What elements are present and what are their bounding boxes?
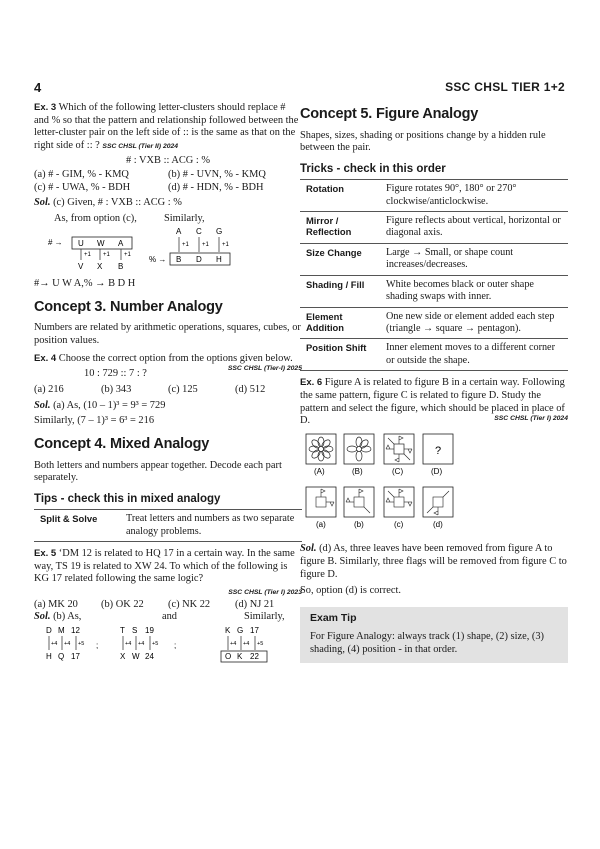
svg-text:(D): (D) [431,467,443,477]
svg-text:+4: +4 [243,641,250,648]
ex4-pattern: 10 : 729 :: 7 : ? [84,368,147,380]
dr-step-1: +1 [202,242,209,249]
ex5-similarly: Similarly, [244,611,285,623]
concept4-tips-title: Tips - check this in mixed analogy [34,493,221,506]
svg-text:+4: +4 [125,641,132,648]
diag-left-prefix: # → [48,238,63,248]
ex3-options [34,169,302,194]
option-c: (c) 125 [168,384,198,395]
svg-text:19: 19 [145,626,154,636]
svg-text:(C): (C) [392,467,404,477]
option-a-figure [306,487,336,517]
dl-step-0: +1 [84,252,91,259]
ex5-group-2 [120,626,158,661]
svg-text:+5: +5 [78,641,85,648]
ex5-source: SSC CHSL (Tier I) 2023 [228,589,302,597]
diag-right-prefix: % → [149,255,167,265]
option-b: (b) # - UVN, % - KMQ [168,169,266,181]
exam-tip-text: For Figure Analogy: always track (1) shape, (2) size, (3) shading, (4) position - in that order. [310,631,545,655]
table-row [34,510,302,542]
svg-text:M: M [58,626,65,636]
dr-step-2: +1 [222,242,229,249]
dl-step-1: +1 [103,252,110,259]
svg-text:Q: Q [58,652,65,662]
svg-text:O: O [225,652,232,662]
ex6-answer-figures [304,485,504,533]
figure-a-flower [306,434,336,464]
concept5-tricks-title: Tricks - check in this order [300,163,446,176]
dl-top-2: A [118,239,124,249]
option-b-figure [344,487,374,517]
ex6-label: Ex. 6 [300,377,323,389]
ex6-conclusion: So, option (d) is correct. [300,584,401,596]
svg-text:22: 22 [250,652,259,662]
ex4-question: Ex. 4 Choose the correct option from the options given below. SSC CHSL (Tier-I) 2025 [34,352,302,373]
concept5-body: Shapes, sizes, shading or positions change by a hidden rule between the pair. [300,129,546,154]
figure-c-flags [384,434,414,464]
ex5-label: Ex. 5 [34,548,57,560]
question-mark: ? [435,445,442,458]
svg-text:(B): (B) [352,467,363,477]
dr-top-0: A [176,227,182,237]
option-c: (c) # - UWA, % - BDH [34,182,131,194]
option-a: (a) MK 20 [34,598,78,610]
svg-text:(a): (a) [316,519,326,529]
svg-text:12: 12 [71,626,80,636]
svg-text:K: K [225,626,231,636]
svg-text:+4: +4 [51,641,58,648]
ex5-and: and [162,611,178,623]
ex3-letter-diagram [34,225,274,273]
ex5-number-diagram [34,624,294,664]
svg-text:X: X [120,652,126,662]
svg-text:24: 24 [145,652,154,662]
svg-text:S: S [132,626,138,636]
option-a: (a) 216 [34,384,64,395]
svg-text:T: T [120,626,125,636]
dl-top-1: W [97,239,105,249]
right-column [300,102,568,663]
exam-tip-title: Exam Tip [310,612,357,625]
svg-text:+4: +4 [230,641,237,648]
dl-bot-1: X [97,262,103,272]
table-row: Position Shift Inner element moves to a different corner or outside the shape. [300,339,568,371]
dr-top-1: C [196,227,202,237]
left-column [34,102,302,669]
svg-text:H: H [46,652,52,662]
concept3-title: Concept 3. Number Analogy [34,298,223,315]
option-a: (a) # - GIM, % - KMQ [34,169,129,181]
dl-top-0: U [78,239,84,249]
table-row: Mirror / Reflection Figure reflects about vertical, horizontal or diagonal axis. [300,211,568,243]
ex3-similarly: Similarly, [164,212,205,224]
figure-b-flower [344,434,374,464]
option-b: (b) OK 22 [101,598,144,610]
ex3-solution: Sol. (c) Given, # : VXB :: ACG : % [34,196,182,208]
dl-bot-0: V [78,262,84,272]
table-row: Element Addition One new side or element added each step (triangle → square → pentagon). [300,307,568,339]
ex5-options [34,599,302,612]
concept3-body: Numbers are related by arithmetic operations, squares, cubes, or position values. [34,322,301,346]
tip-value: Treat letters and numbers as two separate analogy problems. [120,510,302,542]
concept4-body: Both letters and numbers appear together. Decode each part separately. [34,459,282,484]
ex4-label: Ex. 4 [34,352,57,364]
svg-text:W: W [132,652,140,662]
svg-text:(d): (d) [433,519,443,529]
separator: ; [96,641,99,651]
page-number: 4 [34,80,42,95]
svg-text:(b): (b) [354,519,364,529]
svg-text:G: G [237,626,244,636]
ex4-solution: Sol. (a) As, (10 – 1)³ = 9³ = 729 [34,399,166,411]
figure-d-placeholder [423,434,453,464]
ex5-solution: Sol. (b) As, [34,611,82,623]
option-d: (d) # - HDN, % - BDH [168,182,264,194]
dr-step-0: +1 [182,242,189,249]
ex5-question: Ex. 5 ‘DM 12 is related to HQ 17 in a certain way. In the same way, TS 19 is related to XW 24. To which of the following is KG 17 related following the same logic? [34,548,295,585]
option-d: (d) NJ 21 [235,598,275,610]
option-d-figure [423,487,453,517]
option-c: (c) NK 22 [168,598,211,610]
ex3-question: Ex. 3 Which of the following letter-clusters should replace # and % so that the pattern and relationship followed between the letter-cluster pair on the left side of :: is the same as that on the right side of :: ? SSC CHSL (Tier II) 2024 [34,102,299,152]
svg-text:+4: +4 [64,641,71,648]
svg-text:K: K [237,652,243,662]
concept4-title: Concept 4. Mixed Analogy [34,436,210,453]
svg-text:+5: +5 [152,641,159,648]
ex4-similarly: Similarly, (7 – 1)³ = 6³ = 216 [34,415,155,427]
mixed-analogy-tips-table [34,509,302,542]
svg-text:17: 17 [250,626,259,636]
ex3-as-from: As, from option (c), [54,212,137,224]
table-row: Shading / Fill White becomes black or outer shape shading swaps with inner. [300,275,568,307]
svg-text:+4: +4 [138,641,145,648]
separator: ; [174,641,177,651]
dr-bot-0: B [176,255,182,265]
ex3-pattern: # : VXB :: ACG : % [125,154,211,166]
ex3-label: Ex. 3 [34,102,57,113]
concept5-title: Concept 5. Figure Analogy [300,106,479,122]
svg-text:D: D [46,626,52,636]
dr-bot-1: D [196,255,202,265]
ex5-group-3 [221,626,267,662]
ex6-question: Ex. 6 Figure A is related to figure B in a certain way. Following the same pattern, figure C is related to figure D. Study the pattern and select the figure, which should be placed in place of D. SSC CHSL (Tier I) 2024 [300,377,568,427]
ex6-question-figures [304,432,504,480]
ex3-source: SSC CHSL (Tier II) 2024 [102,143,179,151]
ex6-source: SSC CHSL (Tier I) 2024 [494,415,568,423]
figure-analogy-tricks-table [300,179,568,371]
dr-top-2: G [216,227,223,237]
option-b: (b) 343 [101,384,132,395]
dl-bot-2: B [118,262,124,272]
svg-text:(c): (c) [394,519,404,529]
option-d: (d) 512 [235,384,266,395]
exam-tip-box [300,607,568,663]
ex4-source: SSC CHSL (Tier-I) 2025 [227,365,302,373]
tip-key: Split & Solve [34,510,120,542]
ex3-result: #→ U W A,% → B D H [34,277,136,289]
option-c-figure [384,487,414,517]
ex5-group-1 [46,626,84,661]
ex4-options [34,384,302,397]
svg-text:17: 17 [71,652,80,662]
svg-text:+5: +5 [257,641,264,648]
table-row: Rotation Figure rotates 90°, 180° or 270° clockwise/anticlockwise. [300,180,568,212]
dl-step-2: +1 [124,252,131,259]
running-title: SSC CHSL TIER 1+2 [445,80,565,94]
svg-text:(A): (A) [314,467,325,477]
ex6-solution: Sol. (d) As, three leaves have been removed from figure A to figure B. Similarly, three flags will be removed from figure C to figure D. [300,543,567,580]
table-row: Size Change Large → Small, or shape count increases/decreases. [300,243,568,275]
dr-bot-2: H [216,255,222,265]
